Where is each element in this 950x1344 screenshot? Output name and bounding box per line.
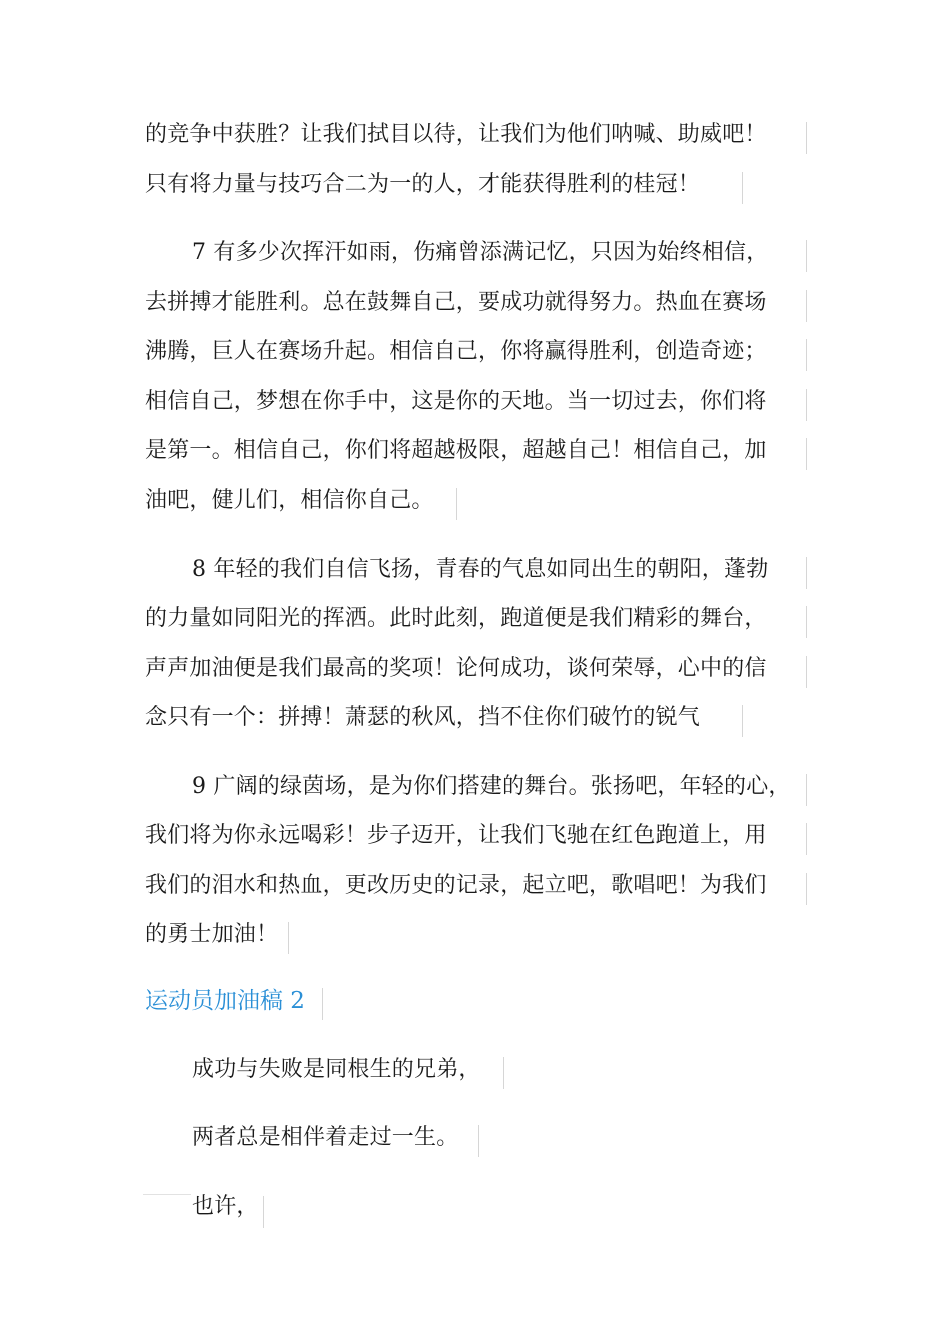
line-end-marker bbox=[263, 1196, 264, 1228]
line-end-marker bbox=[742, 705, 743, 737]
line-end-marker bbox=[322, 988, 323, 1020]
line-end-marker bbox=[806, 290, 807, 322]
line-end-marker bbox=[288, 922, 289, 954]
line-end-marker bbox=[806, 873, 807, 905]
line-end-marker bbox=[806, 606, 807, 638]
paragraph-line: 的力量如同阳光的挥洒。此时此刻，跑道便是我们精彩的舞台， bbox=[145, 606, 767, 631]
paragraph-line: 油吧，健儿们，相信你自己。 bbox=[145, 488, 434, 513]
line-end-marker bbox=[456, 488, 457, 520]
paragraph-line: 8 年轻的我们自信飞扬，青春的气息如同出生的朝阳，蓬勃 bbox=[192, 557, 769, 582]
line-end-marker bbox=[806, 557, 807, 589]
line-end-marker bbox=[806, 339, 807, 371]
indent-rule bbox=[143, 1194, 191, 1195]
paragraph-line: 7 有多少次挥汗如雨，伤痛曾添满记忆，只因为始终相信， bbox=[192, 240, 769, 265]
poem-line: 也许， bbox=[192, 1194, 259, 1219]
paragraph-line: 9 广阔的绿茵场，是为你们搭建的舞台。张扬吧，年轻的心， bbox=[192, 774, 791, 799]
paragraph-line: 声声加油便是我们最高的奖项！论何成功，谈何荣辱，心中的信 bbox=[145, 656, 767, 681]
paragraph-line: 的竞争中获胜？让我们拭目以待，让我们为他们呐喊、助威吧！ bbox=[145, 122, 767, 147]
poem-line: 成功与失败是同根生的兄弟， bbox=[192, 1057, 481, 1082]
paragraph-line: 的勇士加油！ bbox=[145, 922, 279, 947]
paragraph-line: 我们将为你永远喝彩！步子迈开，让我们飞驰在红色跑道上，用 bbox=[145, 823, 767, 848]
line-end-marker bbox=[806, 823, 807, 855]
section-heading: 运动员加油稿 2 bbox=[145, 988, 305, 1014]
line-end-marker bbox=[806, 240, 807, 272]
line-end-marker bbox=[806, 122, 807, 154]
line-end-marker bbox=[478, 1125, 479, 1157]
line-end-marker bbox=[503, 1057, 504, 1089]
paragraph-line: 相信自己，梦想在你手中，这是你的天地。当一切过去，你们将 bbox=[145, 389, 767, 414]
line-end-marker bbox=[806, 774, 807, 806]
paragraph-line: 沸腾，巨人在赛场升起。相信自己，你将赢得胜利，创造奇迹； bbox=[145, 339, 767, 364]
paragraph-line: 念只有一个：拼搏！萧瑟的秋风，挡不住你们破竹的锐气 bbox=[145, 705, 701, 730]
paragraph-line: 只有将力量与技巧合二为一的人，才能获得胜利的桂冠！ bbox=[145, 172, 701, 197]
line-end-marker bbox=[806, 656, 807, 688]
line-end-marker bbox=[806, 389, 807, 421]
paragraph-line: 去拼搏才能胜利。总在鼓舞自己，要成功就得努力。热血在赛场 bbox=[145, 290, 767, 315]
paragraph-line: 我们的泪水和热血，更改历史的记录，起立吧，歌唱吧！为我们 bbox=[145, 873, 767, 898]
poem-line: 两者总是相伴着走过一生。 bbox=[192, 1125, 459, 1150]
line-end-marker bbox=[742, 172, 743, 204]
paragraph-line: 是第一。相信自己，你们将超越极限，超越自己！相信自己，加 bbox=[145, 438, 767, 463]
line-end-marker bbox=[806, 438, 807, 470]
